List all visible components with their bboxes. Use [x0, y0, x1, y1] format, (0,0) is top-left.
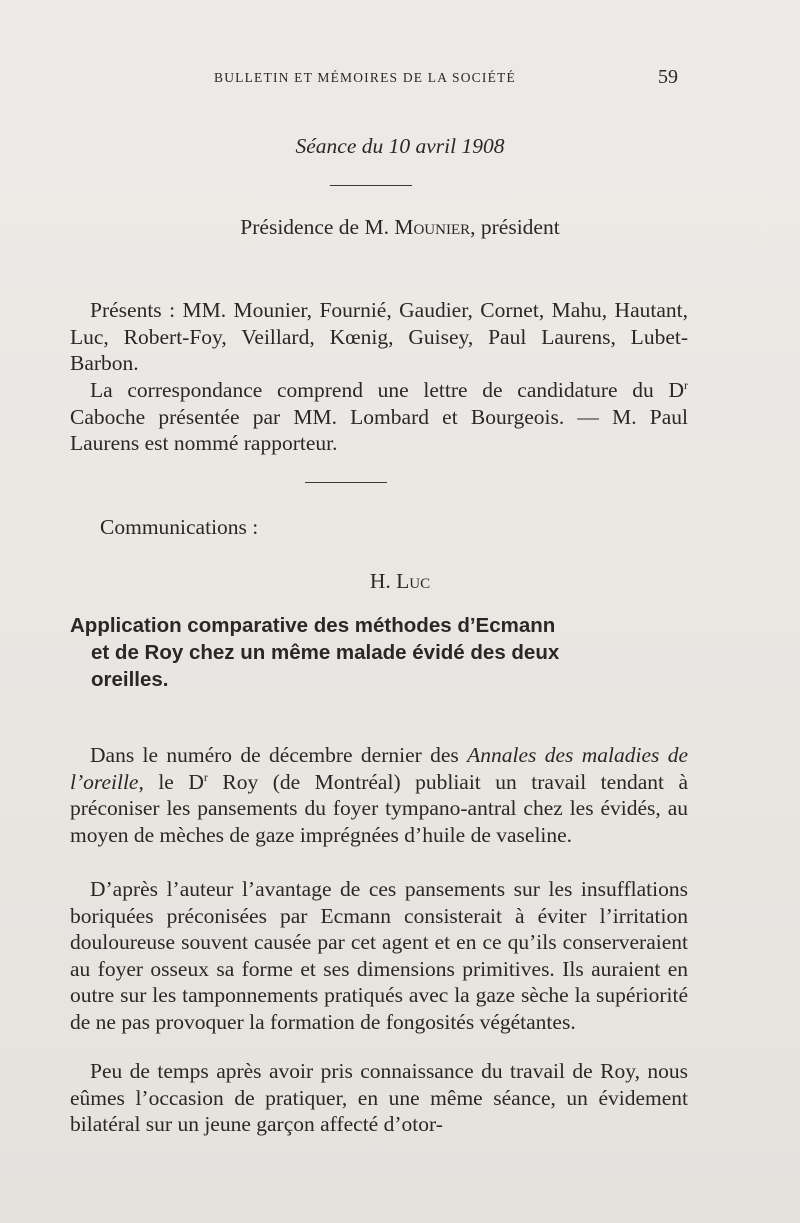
article-paragraph: D’après l’auteur l’avantage de ces pansements sur les insufflations boriquées préconisées par Ecmann consisterait à éviter l’irritation douloureuse souvent causée par cet agent et en ce qu’ils conserveraient au foyer osseux sa forme et ses dimensions primitives. Ils auraient en outre sur les tamponnements pratiqués avec la gaze sèche la supériorité de ne pas provoquer la formation de fongosités végétantes. — [70, 877, 688, 1034]
divider-rule — [305, 482, 387, 483]
p1-text-b: , le D — [138, 769, 204, 794]
article-paragraph: Peu de temps après avoir pris connaissance du travail de Roy, nous eûmes l’occasion de pratiquer, en une même séance, un évidement bilatéral sur un jeune garçon affecté d’otor- — [70, 1059, 688, 1136]
p1-text-c: Roy (de Montréal) publiait un travail tendant à préconiser les pansements du foyer tympano-antral chez les évidés, au moyen de mèches de gaze imprégnées d’huile de vaseline. — [70, 769, 688, 847]
article-title-line: Application comparative des méthodes d’Ecmann — [70, 614, 556, 637]
article-title-line: et de Roy chez un même malade évidé des deux — [91, 641, 560, 664]
communications-label: Communications : — [100, 515, 259, 539]
page-number: 59 — [658, 66, 678, 88]
correspondence-part2: Caboche présentée par MM. Lombard et Bourgeois. — M. Paul Laurens est nommé rapporteur. — [70, 404, 688, 455]
article-title-line: oreilles. — [91, 668, 169, 691]
correspondence-part1: La correspondance comprend une lettre de candidature du D — [90, 378, 684, 402]
article-paragraph — [70, 742, 688, 848]
presidence-prefix: Présidence de M. — [240, 215, 395, 239]
article-author: H. Luc — [369, 569, 431, 593]
divider-rule — [330, 185, 412, 186]
session-date: Séance du 10 avril 1908 — [295, 134, 505, 158]
running-title: BULLETIN ET MÉMOIRES DE LA SOCIÉTÉ — [214, 70, 516, 85]
running-head — [0, 66, 800, 90]
correspondence-sup: r — [684, 378, 688, 392]
journal-title: Annales des maladies de l’oreille — [70, 743, 689, 794]
article-title — [70, 612, 690, 693]
attendance-paragraph: Présents : MM. Mounier, Fournié, Gaudier, Cornet, Mahu, Hautant, Luc, Robert-Foy, Veillard, Kœnig, Guisey, Paul Laurens, Lubet-Barbon. — [70, 298, 688, 375]
president-name: Mounier — [394, 215, 471, 239]
correspondence-paragraph — [70, 377, 688, 457]
presidence-suffix: , président — [470, 215, 560, 239]
presidence-line — [0, 215, 800, 240]
p1-sup: r — [203, 769, 208, 784]
p1-text-a: Dans le numéro de décembre dernier des — [90, 743, 468, 767]
